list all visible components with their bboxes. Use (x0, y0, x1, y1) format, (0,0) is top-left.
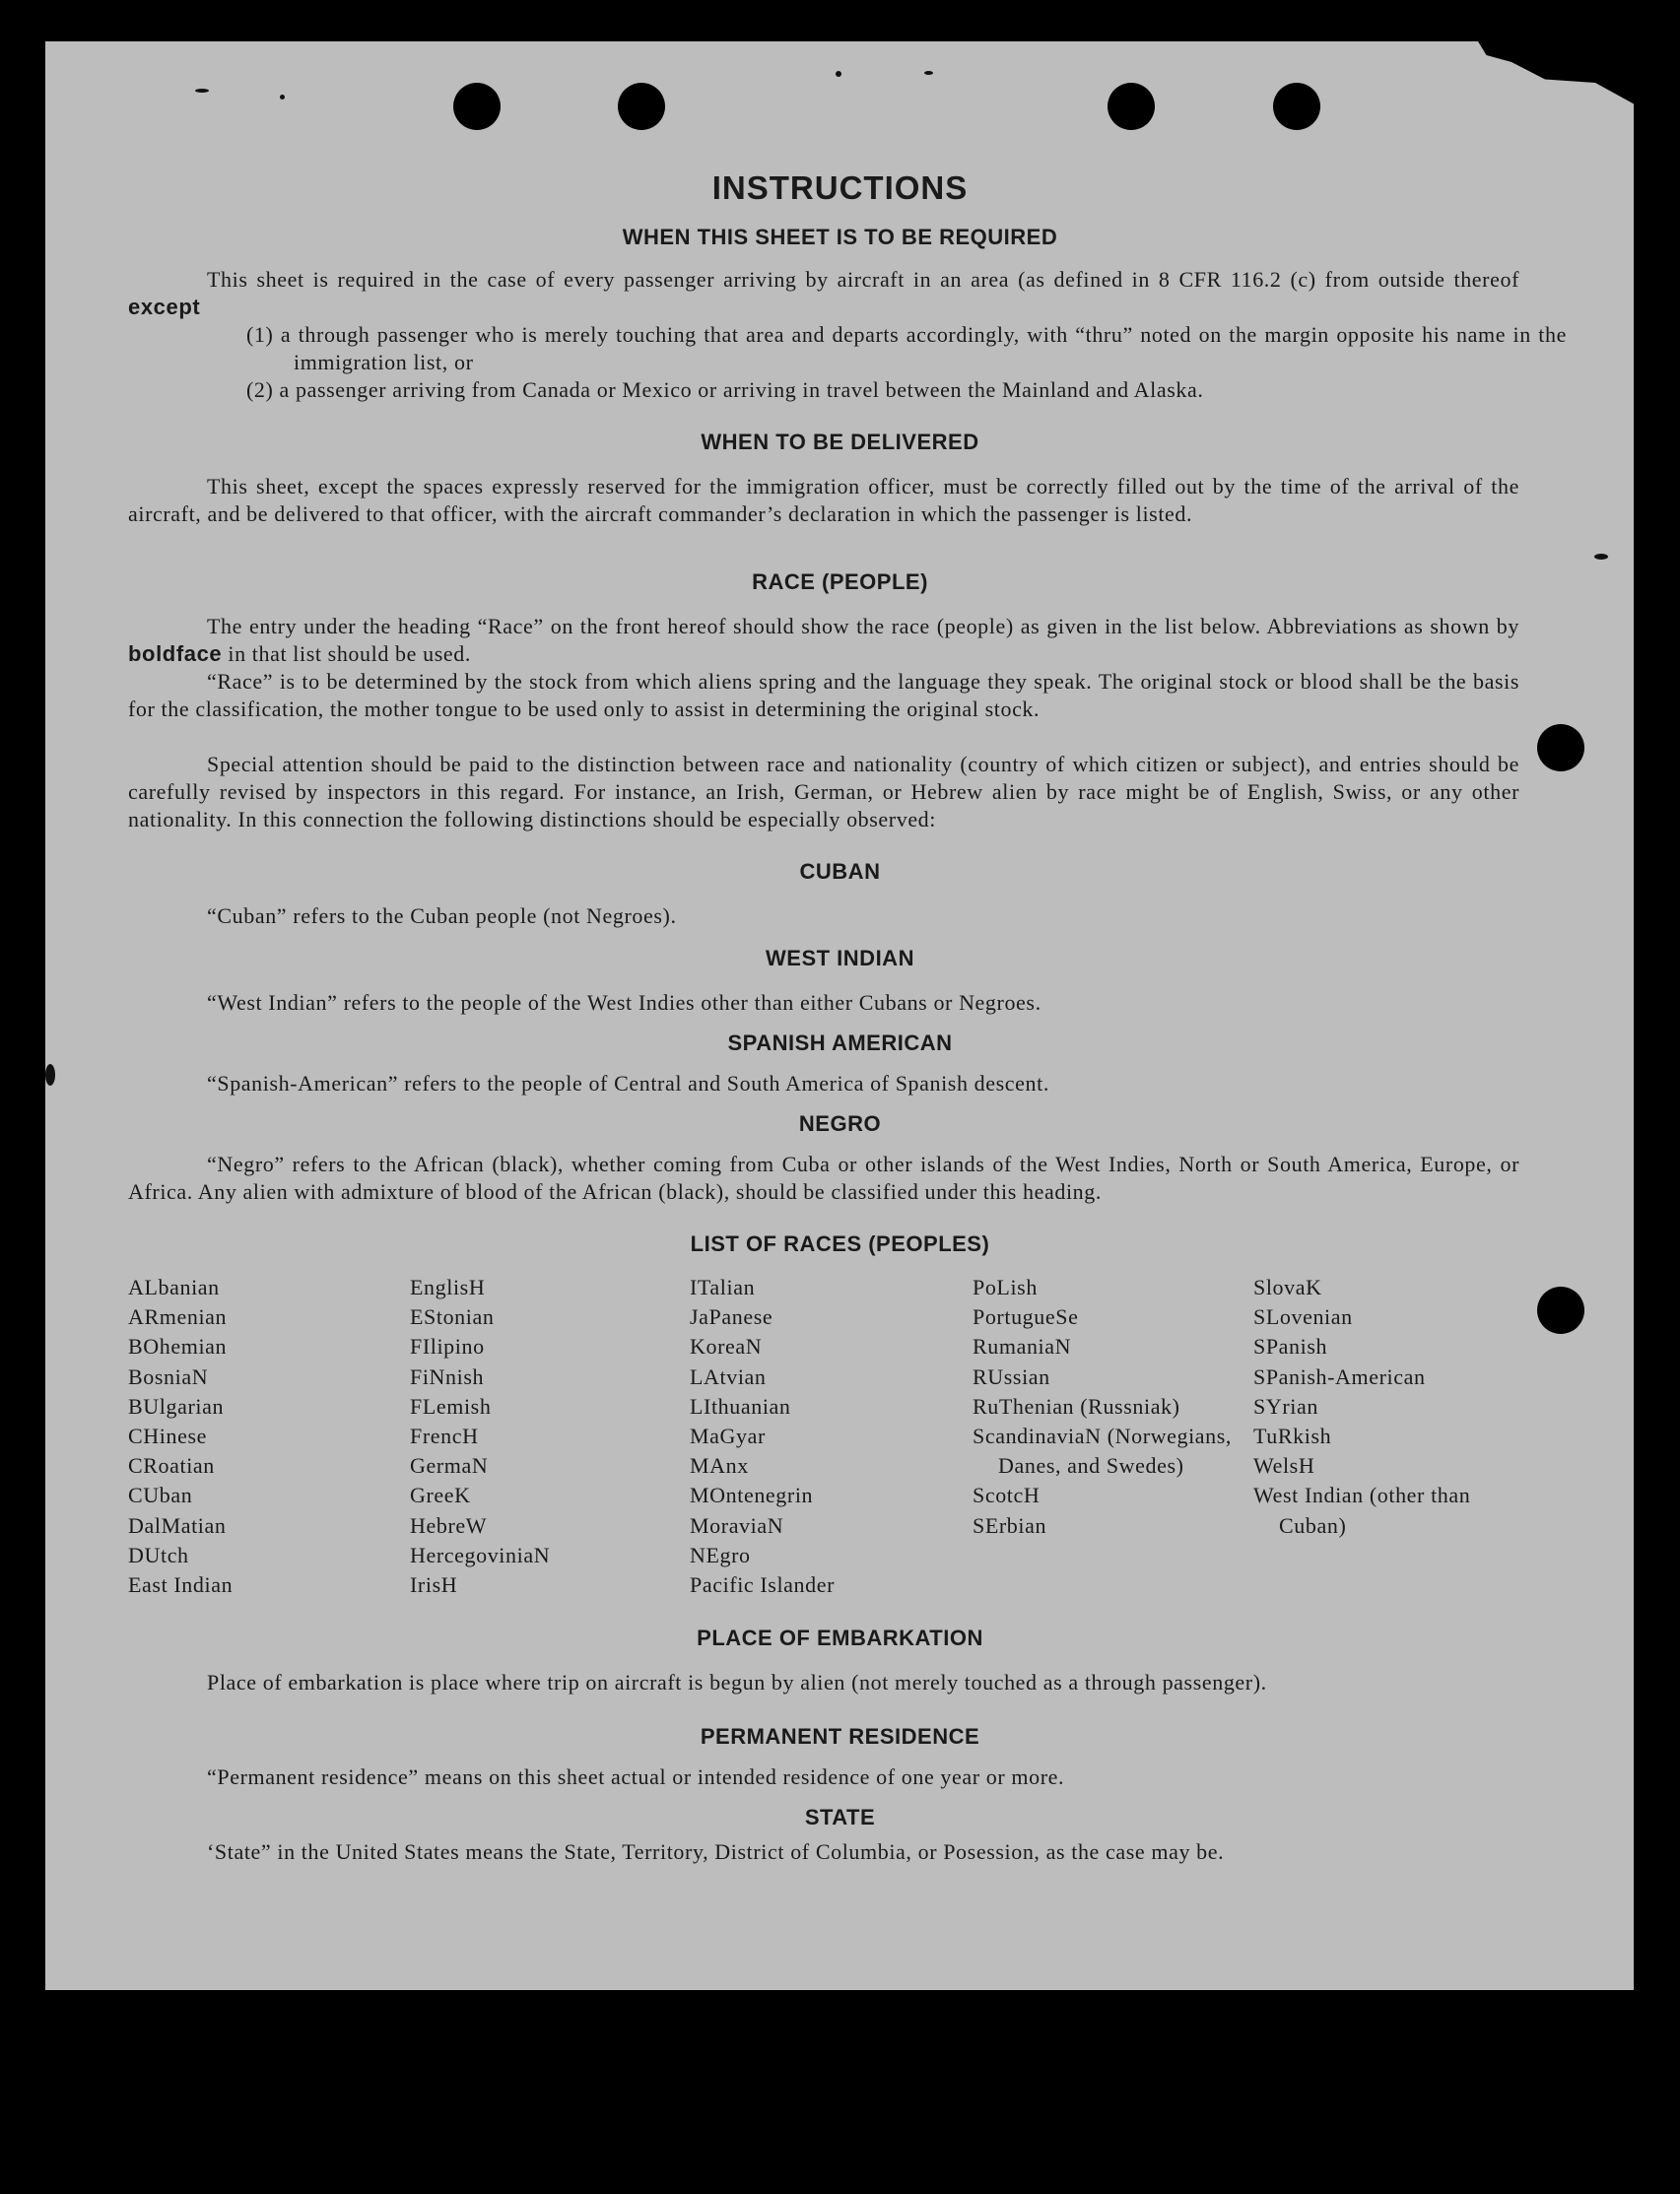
section-heading-embarkation: PLACE OF EMBARKATION (697, 1626, 983, 1650)
race-entry: NEgro (690, 1542, 751, 1567)
race-entry: MOntenegrin (690, 1483, 814, 1508)
race-entry: ScandinaviaN (Norwegians, Danes, and Swedes) (973, 1424, 1233, 1479)
when-required-intro: This sheet is required in the case of every passenger arriving by aircraft in an area (as defined in 8 CFR 116.2 (c) from outside thereof except (128, 267, 1519, 319)
punch-hole (1273, 83, 1320, 130)
race-entry: SYrian (1253, 1393, 1318, 1419)
section-heading-when-delivered: WHEN TO BE DELIVERED (701, 430, 979, 454)
section-heading-list-of-races: LIST OF RACES (PEOPLES) (690, 1231, 990, 1256)
race-entry: MoraviaN (690, 1512, 784, 1538)
race-entry: JaPanese (690, 1304, 773, 1330)
race-entry: FIlipino (410, 1334, 485, 1360)
race-entry: RumaniaN (973, 1334, 1072, 1360)
race-entry: Pacific Islander (690, 1572, 836, 1598)
speck (924, 71, 933, 75)
race-entry: RuThenian (Russniak) (973, 1393, 1180, 1419)
race-entry: West Indian (other than Cuban) (1253, 1483, 1471, 1538)
race-entry: BosniaN (128, 1363, 209, 1389)
spanish-american-text: “Spanish-American” refers to the people of Central and South America of Spanish descent. (207, 1071, 1049, 1096)
section-heading-residence: PERMANENT RESIDENCE (700, 1724, 980, 1749)
punch-hole (1537, 1287, 1584, 1334)
section-heading-race: RACE (PEOPLE) (752, 569, 928, 594)
speck (280, 95, 285, 100)
state-text: ‘State” in the United States means the State, Territory, District of Columbia, or Posession, as the case may be. (207, 1839, 1225, 1864)
race-entry: DUtch (128, 1542, 189, 1567)
residence-text: “Permanent residence” means on this sheet actual or intended residence of one year or more. (207, 1764, 1065, 1789)
punch-hole (618, 83, 665, 130)
cuban-text: “Cuban” refers to the Cuban people (not Negroes). (207, 903, 677, 928)
race-entry: EnglisH (410, 1275, 486, 1299)
section-heading-west-indian: WEST INDIAN (766, 946, 914, 970)
races-column-5 (1253, 1273, 1519, 1541)
section-heading-cuban: CUBAN (799, 859, 881, 884)
race-entry: RUssian (973, 1363, 1050, 1389)
section-heading-when-required: WHEN THIS SHEET IS TO BE REQUIRED (622, 225, 1058, 249)
when-delivered-text: This sheet, except the spaces expressly reserved for the immigration officer, must be correctly filled out by the time of the arrival of the aircraft, and be delivered to that officer, with the aircraft commander’s declaration in which the passenger is listed. (128, 474, 1519, 526)
speck (1594, 554, 1608, 560)
race-entry: SPanish-American (1253, 1363, 1426, 1389)
negro-text: “Negro” refers to the African (black), whether coming from Cuba or other islands of the West Indies, North or South America, Europe, or Africa. Any alien with admixture of blood of the African (black), should be classified under this heading. (128, 1152, 1519, 1204)
west-indian-text: “West Indian” refers to the people of the West Indies other than either Cubans or Negroes. (207, 990, 1042, 1015)
when-required-item-2: (2) a passenger arriving from Canada or Mexico or arriving in travel between the Mainland and Alaska. (246, 377, 1204, 402)
speck (195, 89, 209, 93)
race-entry: EStonian (410, 1304, 495, 1330)
race-entry: ScotcH (973, 1483, 1041, 1508)
section-heading-state: STATE (804, 1805, 876, 1829)
race-entry: WelsH (1253, 1453, 1315, 1479)
race-entry: ITalian (690, 1275, 756, 1299)
race-entry: PoLish (973, 1275, 1038, 1299)
punch-hole (1108, 83, 1155, 130)
race-entry: ALbanian (128, 1275, 220, 1299)
race-entry: MaGyar (690, 1424, 766, 1449)
when-required-item-1: (1) a through passenger who is merely touching that area and departs accordingly, with “thru” noted on the margin opposite his name in the immigration list, or (246, 322, 1567, 374)
race-paragraph-2: “Race” is to be determined by the stock from which aliens spring and the language they speak. The original stock or blood shall be the basis for the classification, the mother tongue to be used only to assist in determining the original stock. (128, 669, 1519, 721)
punch-hole (453, 83, 501, 130)
race-entry: KoreaN (690, 1334, 763, 1360)
race-entry: GermaN (410, 1453, 489, 1479)
race-entry: DalMatian (128, 1512, 227, 1538)
races-column-4 (973, 1273, 1241, 1541)
race-entry: CHinese (128, 1424, 207, 1449)
race-entry: HercegoviniaN (410, 1542, 551, 1567)
race-entry: FLemish (410, 1393, 492, 1419)
race-entry: LAtvian (690, 1363, 767, 1389)
section-heading-negro: NEGRO (798, 1111, 882, 1136)
race-entry: SPanish (1253, 1334, 1328, 1360)
race-entry: FiNnish (410, 1363, 485, 1389)
race-entry: LIthuanian (690, 1393, 791, 1419)
speck (836, 71, 841, 77)
section-heading-spanish-american: SPANISH AMERICAN (727, 1031, 953, 1055)
race-entry: HebreW (410, 1512, 488, 1538)
race-entry: MAnx (690, 1453, 749, 1479)
races-column-2 (410, 1273, 676, 1600)
race-entry: TuRkish (1253, 1424, 1332, 1449)
race-entry: SlovaK (1253, 1275, 1322, 1299)
races-column-3 (690, 1273, 966, 1600)
race-entry: CRoatian (128, 1453, 215, 1479)
race-entry: SLovenian (1253, 1304, 1353, 1330)
speck (45, 1064, 55, 1086)
race-entry: GreeK (410, 1483, 471, 1508)
race-entry: CUban (128, 1483, 193, 1508)
race-entry: SErbian (973, 1512, 1047, 1538)
race-paragraph-1: The entry under the heading “Race” on the front hereof should show the race (people) as given in the list below. Abbreviations as shown by boldface in that list should be used. (128, 614, 1519, 666)
race-entry: FrencH (410, 1424, 479, 1449)
race-paragraph-3: Special attention should be paid to the distinction between race and nationality (country of which citizen or subject), and entries should be carefully revised by inspectors in this regard. For instance, an Irish, German, or Hebrew alien by race might be of English, Swiss, or any other nationality. In this connection the following distinctions should be especially observed: (128, 752, 1519, 831)
race-entry: PortugueSe (973, 1304, 1079, 1330)
race-entry: ARmenian (128, 1304, 228, 1330)
race-entry: BUlgarian (128, 1393, 225, 1419)
race-entry: BOhemian (128, 1334, 228, 1360)
races-column-1 (128, 1273, 394, 1600)
embarkation-text: Place of embarkation is place where trip on aircraft is begun by alien (not merely touched as a through passenger). (207, 1670, 1267, 1695)
race-entry: IrisH (410, 1572, 458, 1598)
page-title: INSTRUCTIONS (711, 169, 969, 206)
punch-hole (1537, 724, 1584, 771)
race-entry: East Indian (128, 1572, 234, 1598)
